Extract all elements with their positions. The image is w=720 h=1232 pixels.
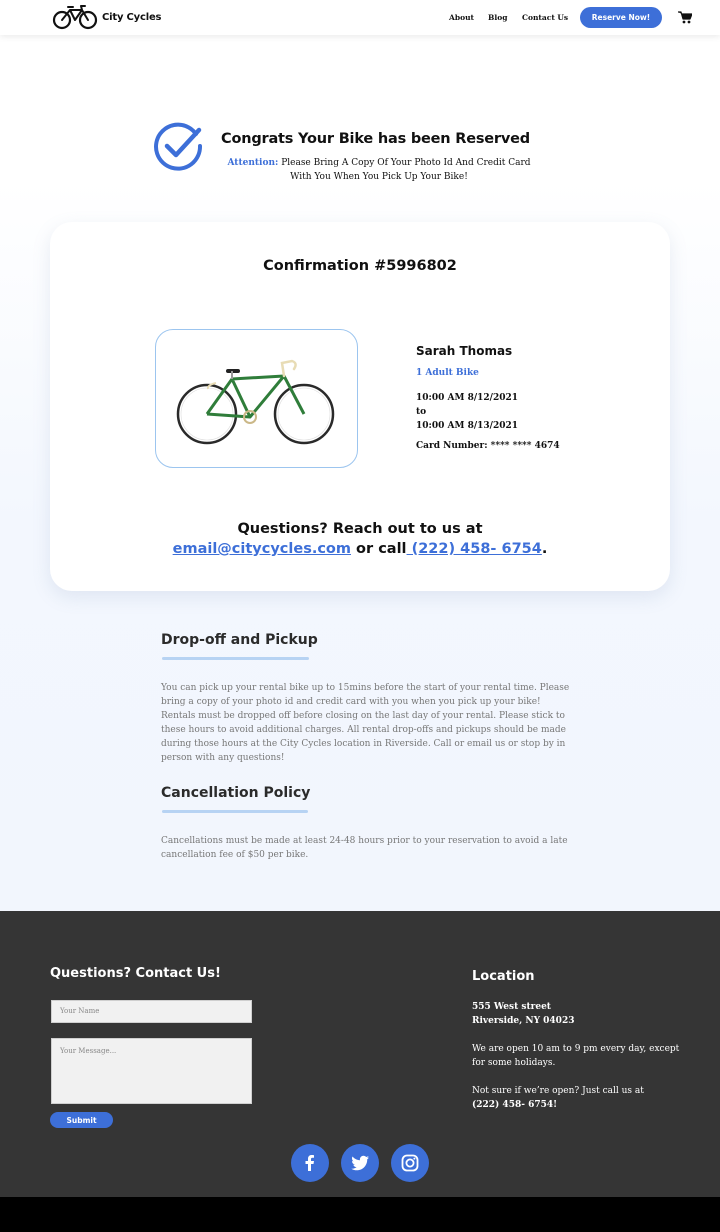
top-navbar: [0, 0, 720, 35]
questions-contact-line: [50, 539, 670, 559]
address-line-1: 555 West street: [472, 1002, 551, 1012]
pickup-time: 10:00 AM 8/12/2021: [416, 393, 518, 403]
opening-hours: We are open 10 am to 9 pm every day, except for some holidays.: [472, 1044, 680, 1068]
address-line-2: Riverside, NY 04023: [472, 1016, 575, 1026]
dropoff-body: You can pick up your rental bike up to 15mins before the start of your rental time. Please bring a copy of your photo id and credit card with you when you pick up your bike! Rentals must be dropped off before closing on the last day of your rental. Please stick to these hours to avoid additional charges. All rental drop-offs and pickups should be made during those hours at the City Cycles location in Riverside. Call or email us or stop by in person with any questions!: [161, 683, 570, 763]
questions-line: Questions? Reach out to us at: [237, 521, 483, 537]
facebook-icon: [300, 1153, 320, 1173]
email-link[interactable]: email@citycycles.com: [172, 541, 351, 557]
twitter-icon: [350, 1153, 370, 1173]
footer-phone-suffix: !: [553, 1100, 558, 1110]
attention-notice: [222, 156, 536, 184]
attention-text: Please Bring A Copy Of Your Photo Id And Credit Card With You When You Pick Up Your Bike!: [278, 158, 531, 182]
location-title: Location: [472, 969, 535, 984]
nav-link-contact[interactable]: Contact Us: [522, 13, 569, 22]
instagram-button[interactable]: [391, 1144, 429, 1182]
footer-phone-number[interactable]: (222) 458- 6754: [472, 1100, 554, 1110]
shopping-cart-icon[interactable]: [678, 11, 692, 24]
brand-logo[interactable]: [52, 4, 161, 30]
reserve-now-button[interactable]: Reserve Now!: [580, 7, 662, 28]
check-circle-icon: [152, 120, 204, 172]
cancellation-body: Cancellations must be made at least 24-48 hours prior to your reservation to avoid a late cancellation fee of $50 per bike.: [161, 836, 568, 860]
card-number: Card Number: **** **** 4674: [416, 441, 560, 451]
reservation-success-title: Congrats Your Bike has been Reserved: [221, 131, 530, 147]
confirmation-number: Confirmation #5996802: [263, 258, 457, 274]
nav-link-about[interactable]: About: [449, 13, 474, 22]
name-field[interactable]: Your Name: [51, 1000, 252, 1023]
brand-name: City Cycles: [102, 11, 162, 23]
dropoff-title: Drop-off and Pickup: [161, 632, 318, 648]
dropoff-underline: [162, 657, 309, 660]
footer-phone: [472, 1098, 682, 1112]
nav-link-blog[interactable]: Blog: [488, 13, 508, 22]
cancellation-underline: [162, 810, 308, 813]
date-separator: to: [416, 407, 427, 417]
facebook-button[interactable]: [291, 1144, 329, 1182]
bottom-bar: [0, 1197, 720, 1232]
confirmation-card: [50, 222, 670, 591]
customer-name: Sarah Thomas: [416, 344, 513, 358]
contact-form-title: Questions? Contact Us!: [50, 966, 221, 981]
message-field[interactable]: Your Message...: [51, 1038, 252, 1104]
questions-period: .: [541, 541, 548, 557]
submit-button[interactable]: Submit: [50, 1112, 113, 1128]
cancellation-title: Cancellation Policy: [161, 785, 311, 801]
bicycle-photo: [172, 349, 342, 449]
call-us-text: Not sure if we’re open? Just call us at: [472, 1086, 644, 1096]
phone-link[interactable]: (222) 458- 6754: [406, 541, 542, 557]
or-call-text: or call: [351, 541, 407, 557]
questions-contact: [50, 519, 670, 559]
return-time: 10:00 AM 8/13/2021: [416, 421, 518, 431]
twitter-button[interactable]: [341, 1144, 379, 1182]
bike-count: 1 Adult Bike: [416, 368, 479, 378]
bicycle-logo-icon: [52, 4, 98, 30]
attention-label: Attention:: [227, 158, 279, 168]
bike-image-frame: [155, 329, 358, 468]
instagram-icon: [400, 1153, 420, 1173]
